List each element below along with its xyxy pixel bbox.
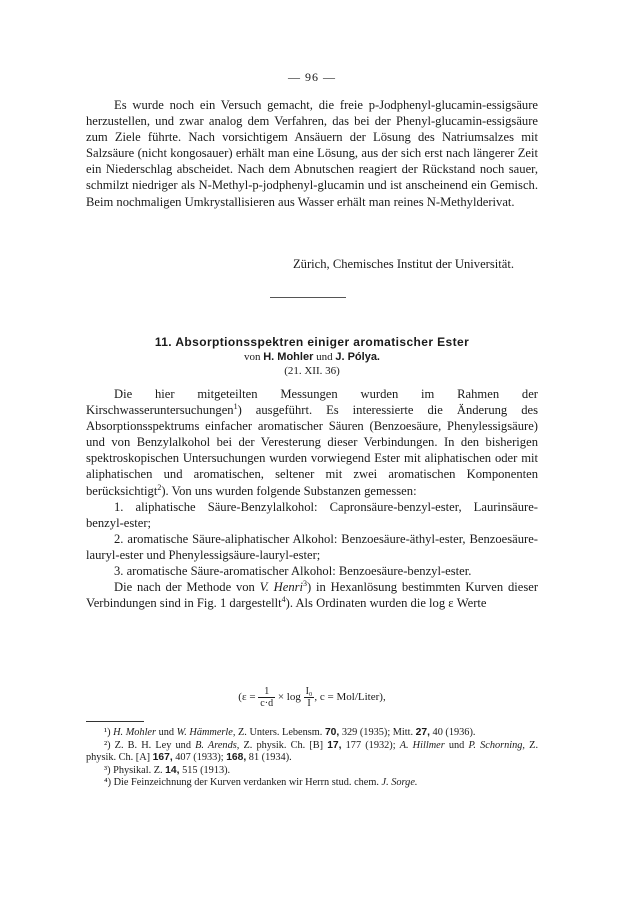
article-authors: von H. Mohler und J. Pólya. bbox=[243, 351, 380, 363]
section-separator bbox=[270, 297, 346, 298]
footnote-2: ²) Z. B. H. Ley und B. Arends, Z. physik. Ch. [B] 17, 177 (1932); A. Hillmer und P. Schorning, Z. physik. Ch. [A] 167, 407 (1933); 168, 81 (1934). bbox=[86, 739, 539, 764]
article-title: 11. Absorptionsspektren einiger aromatischer Ester bbox=[154, 335, 470, 349]
footnote-3: ³) Physikal. Z. 14, 515 (1913). bbox=[104, 764, 231, 776]
paragraph-3: Die nach der Methode von V. Henri$^3$) in Hexanlösung bestimmten Kurven dieser Verbindungen sind in Fig. 1 dargestellt$^4$). Als Ordinaten wurden die log ε Werte bbox=[86, 578, 539, 611]
formula: (ε = $\frac{1}{c\cdot d}$ × log $\frac{\text{I₀}}{I}$ , c = Mol/Liter), bbox=[238, 686, 386, 709]
article-date: (21. XII. 36) bbox=[284, 365, 340, 377]
list-item-3: 3. aromatische Säure-aromatischer Alkohol: Benzoesäure-benzyl-ester. bbox=[114, 564, 472, 579]
article-header bbox=[86, 335, 538, 377]
list-item-2: 2. aromatische Säure-aliphatischer Alkohol: Benzoesäure-äthyl-ester, Benzoesäure-lauryl-ester und Phenylessigsäure-lauryl-ester; bbox=[86, 531, 538, 562]
footnote-1: ¹) H. Mohler und W. Hämmerle, Z. Unters. Lebensm. 70, 329 (1935); Mitt. 27, 40 (1936). bbox=[104, 727, 476, 738]
paragraph-2: Die hier mitgeteilten Messungen wurden im Rahmen der Kirschwasseruntersuchungen$^1$) ausgeführt. Es interessierte die Änderung des Absorptionsspektrums einfacher aromatischer Säuren (Benzoesäure, Phenylessigsäure) und von Benzylalkohol bei der Veresterung dieser Verbindungen. In den bisherigen spektroskopischen Untersuchungen wurden vorwiegend Ester mit aliphatischen oder mit aliphatischen und aromatischen, seltener mit zwei aromatischen Komponenten berücksichtigt$^2$). Von uns wurden folgende Substanzen gemessen: bbox=[86, 387, 538, 498]
footnote-rule bbox=[86, 721, 144, 722]
footnote-4: ⁴) Die Feinzeichnung der Kurven verdanken wir Herrn stud. chem. J. Sorge. bbox=[104, 777, 418, 789]
article-body bbox=[86, 386, 538, 611]
page-number: — 96 — bbox=[288, 70, 336, 84]
place-line: Zürich, Chemisches Institut der Universität. bbox=[292, 257, 514, 271]
footnotes bbox=[86, 727, 538, 790]
paragraph-1: Es wurde noch ein Versuch gemacht, die freie p-Jodphenyl-glucamin-essigsäure herzustellen, und zwar analog dem Verfahren, das bei der Phenyl-glucamin-essigsäure zum Ziele führte. Nach vorsichtigem Ansäuern der Lösung des Natriumsalzes mit Salzsäure (nicht kongosauer) erhält man eine Lösung, aus der sich erst nach längerer Zeit ein Niederschlag abscheidet. Nach dem Abnutschen reagiert der Rückstand noch sauer, schmilzt niedriger als N-Methyl-p-jodphenyl-glucamin und ist anscheinend ein Gemisch. Beim nochmaligen Umkrystallisieren aus Wasser erhält man reines N-Methylderivat. bbox=[86, 98, 538, 209]
list-item-1: 1. aliphatische Säure-Benzylalkohol: Capronsäure-benzyl-ester, Laurinsäure-benzyl-ester; bbox=[86, 499, 538, 530]
